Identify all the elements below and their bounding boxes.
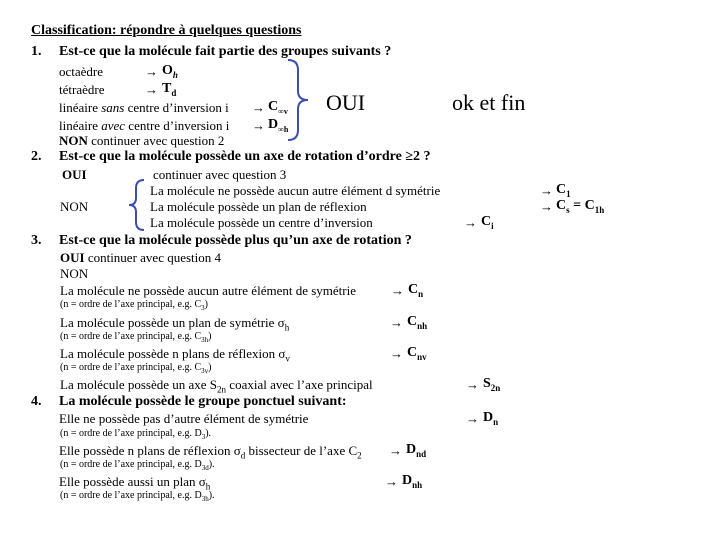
arrow-icon: → bbox=[252, 100, 265, 115]
q3-oui-line: OUI continuer avec question 4 bbox=[60, 250, 222, 265]
q3-row-s2n-text: La molécule possède un axe $S_{2n}$ coaxial avec l’axe principal bbox=[60, 377, 373, 395]
q3-row-cn-text: La molécule ne possède aucun autre élément de symétrie bbox=[60, 283, 356, 298]
question-number-1: 1. bbox=[31, 44, 42, 59]
q1-label-lineaire-sans: linéaire sans centre d’inversion i bbox=[59, 100, 229, 115]
right-brace-icon bbox=[284, 58, 320, 142]
q2-oui: OUI bbox=[62, 167, 87, 182]
q3-group-cn: $C_n$ bbox=[408, 282, 424, 299]
q1-label-octaedre: octaèdre bbox=[59, 64, 104, 79]
page-title: Classification: répondre à quelques questions bbox=[31, 23, 302, 38]
q1-non-line: NON continuer avec question 2 bbox=[59, 133, 225, 148]
q1-ok-et-fin: ok et fin bbox=[452, 90, 526, 115]
q3-group-cnh: $C_{nh}$ bbox=[407, 314, 428, 331]
q3-row-cnv-text: La molécule possède n plans de réflexion $\sigma_v$ bbox=[60, 346, 290, 364]
q3-note-cnv: (n = ordre de l’axe principal, e.g. $C_{3v}$) bbox=[60, 362, 212, 375]
q4-row-dn-text: Elle ne possède pas d’autre élément de symétrie bbox=[59, 411, 309, 426]
arrow-icon: → bbox=[540, 183, 553, 198]
q3-note-cnh: (n = ordre de l’axe principal, e.g. $C_{3h}$) bbox=[60, 331, 212, 344]
question-2-text: Est-ce que la molécule possède un axe de rotation d’ordre ≥2 ? bbox=[59, 149, 431, 164]
q2-non: NON bbox=[60, 199, 89, 214]
q2-group-cs: $C_s = C_{1h}$ bbox=[556, 198, 605, 215]
question-3-text: Est-ce que la molécule possède plus qu’un axe de rotation ? bbox=[59, 233, 412, 248]
q4-group-dnh: $D_{nh}$ bbox=[402, 473, 423, 490]
q2-branch-c1-text: La molécule ne possède aucun autre élément d symétrie bbox=[150, 183, 441, 198]
q3-note-cn: (n = ordre de l’axe principal, e.g. $C_3$) bbox=[60, 299, 208, 312]
question-4-text: La molécule possède le groupe ponctuel suivant: bbox=[59, 394, 347, 409]
arrow-icon: → bbox=[466, 411, 479, 426]
q1-label-tetraedre: tétraèdre bbox=[59, 82, 105, 97]
q4-row-dnd-text: Elle possède n plans de réflexion $\sigma_d$ bissecteur de l’axe $C_2$ bbox=[59, 443, 362, 461]
q1-oui: OUI bbox=[326, 90, 366, 115]
arrow-icon: → bbox=[252, 118, 265, 133]
q4-group-dn: $D_n$ bbox=[483, 410, 499, 427]
arrow-icon: → bbox=[385, 474, 398, 489]
arrow-icon: → bbox=[540, 199, 553, 214]
arrow-icon: → bbox=[390, 315, 403, 330]
arrow-icon: → bbox=[145, 82, 158, 97]
question-number-2: 2. bbox=[31, 149, 42, 164]
q4-note-dn: (n = ordre de l’axe principal, e.g. $D_3$). bbox=[60, 428, 212, 441]
arrow-icon: → bbox=[145, 64, 158, 79]
q3-row-cnh-text: La molécule possède un plan de symétrie $\sigma_h$ bbox=[60, 315, 290, 333]
question-number-4: 4. bbox=[31, 394, 42, 409]
q2-group-ci: $C_i$ bbox=[481, 214, 494, 231]
q1-group-oh: $O_h$ bbox=[162, 63, 178, 80]
q1-label-lineaire-avec: linéaire avec centre d’inversion i bbox=[59, 118, 230, 133]
arrow-icon: → bbox=[391, 283, 404, 298]
arrow-icon: → bbox=[389, 443, 402, 458]
question-number-3: 3. bbox=[31, 233, 42, 248]
q1-group-dinfh: $D_{\infty h}$ bbox=[268, 117, 289, 134]
q2-oui-text: continuer avec question 3 bbox=[153, 167, 287, 182]
left-brace-icon bbox=[126, 178, 148, 232]
q2-branch-ci-text: La molécule possède un centre d’inversion bbox=[150, 215, 373, 230]
q1-group-td: $T_d$ bbox=[162, 81, 177, 98]
q3-group-cnv: $C_{nv}$ bbox=[407, 345, 427, 362]
arrow-icon: → bbox=[466, 377, 479, 392]
q3-group-s2n: $S_{2n}$ bbox=[483, 376, 501, 393]
arrow-icon: → bbox=[464, 215, 477, 230]
q4-group-dnd: $D_{nd}$ bbox=[406, 442, 427, 459]
question-1-text: Est-ce que la molécule fait partie des groupes suivants ? bbox=[59, 44, 392, 59]
q4-note-dnh: (n = ordre de l’axe principal, e.g. $D_{3h}$). bbox=[60, 490, 215, 503]
arrow-icon: → bbox=[390, 346, 403, 361]
q4-row-dnh-text: Elle possède aussi un plan $\sigma_h$ bbox=[59, 474, 211, 492]
q4-note-dnd: (n = ordre de l’axe principal, e.g. $D_{3d}$). bbox=[60, 459, 215, 472]
q1-group-cinfv: $C_{\infty v}$ bbox=[268, 99, 288, 116]
q2-group-c1: $C_1$ bbox=[556, 182, 571, 199]
q3-non: NON bbox=[60, 266, 89, 281]
q2-branch-cs-text: La molécule possède un plan de réflexion bbox=[150, 199, 367, 214]
